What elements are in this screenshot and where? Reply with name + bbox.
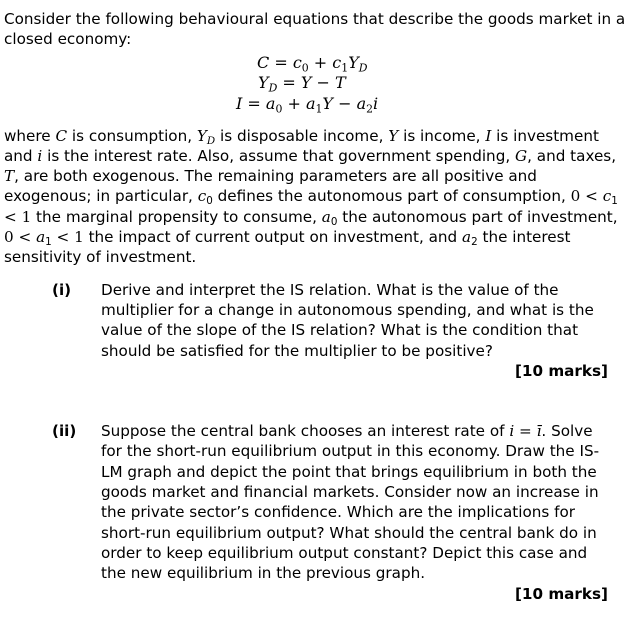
disposable-income-equation: $Y_D = Y - T$	[258, 72, 346, 94]
question-i	[4, 280, 626, 381]
marks-label: [10 marks]	[514, 361, 608, 380]
investment-equation: $I = a_0 + a_1Y - a_2i$	[236, 93, 379, 115]
consumption-equation: $C = c_0 + c_1Y_D$	[257, 52, 368, 74]
marks-label: [10 marks]	[514, 584, 608, 603]
question-ii	[4, 421, 626, 604]
equation-block	[4, 52, 626, 116]
document-page	[4, 9, 626, 604]
question-text: Derive and interpret the IS relation. What is the value of the multiplier for a change in autonomous spending, and what is the value of the slope of the IS relation? What is the condition that should be satisfied for the multiplier to be positive?	[101, 280, 594, 360]
question-label: (ii)	[52, 422, 77, 441]
intro-paragraph: Consider the following behavioural equations that describe the goods market in a closed economy:	[4, 10, 626, 49]
question-label: (i)	[52, 280, 72, 299]
description-paragraph: where C is consumption, $Y_D$ is disposable income, Y is income, I is investment and i is the interest rate. Also, assume that government spending, G, and taxes, T, are both exogenous. The remaining parameters are all positive and exogenous; in particular, $c_0$ defines the autonomous part of consumption, $0 < c_1 < 1$ the marginal propensity to consume, $a_0$ the autonomous part of investment, $0 < a_1 < 1$ the impact of current output on investment, and $a_2$ the interest sensitivity of investment.	[4, 126, 618, 267]
question-text: Suppose the central bank chooses an interest rate of i = ī. Solve for the short-run equilibrium output in this economy. Draw the IS-LM graph and depict the point that brings equilibrium in both the goods market and financial markets. Consider now an increase in the private sector’s confidence. Which are the implications for short-run equilibrium output? What should the central bank do in order to keep equilibrium output constant? Depict this case and the new equilibrium in the previous graph.	[101, 422, 600, 583]
